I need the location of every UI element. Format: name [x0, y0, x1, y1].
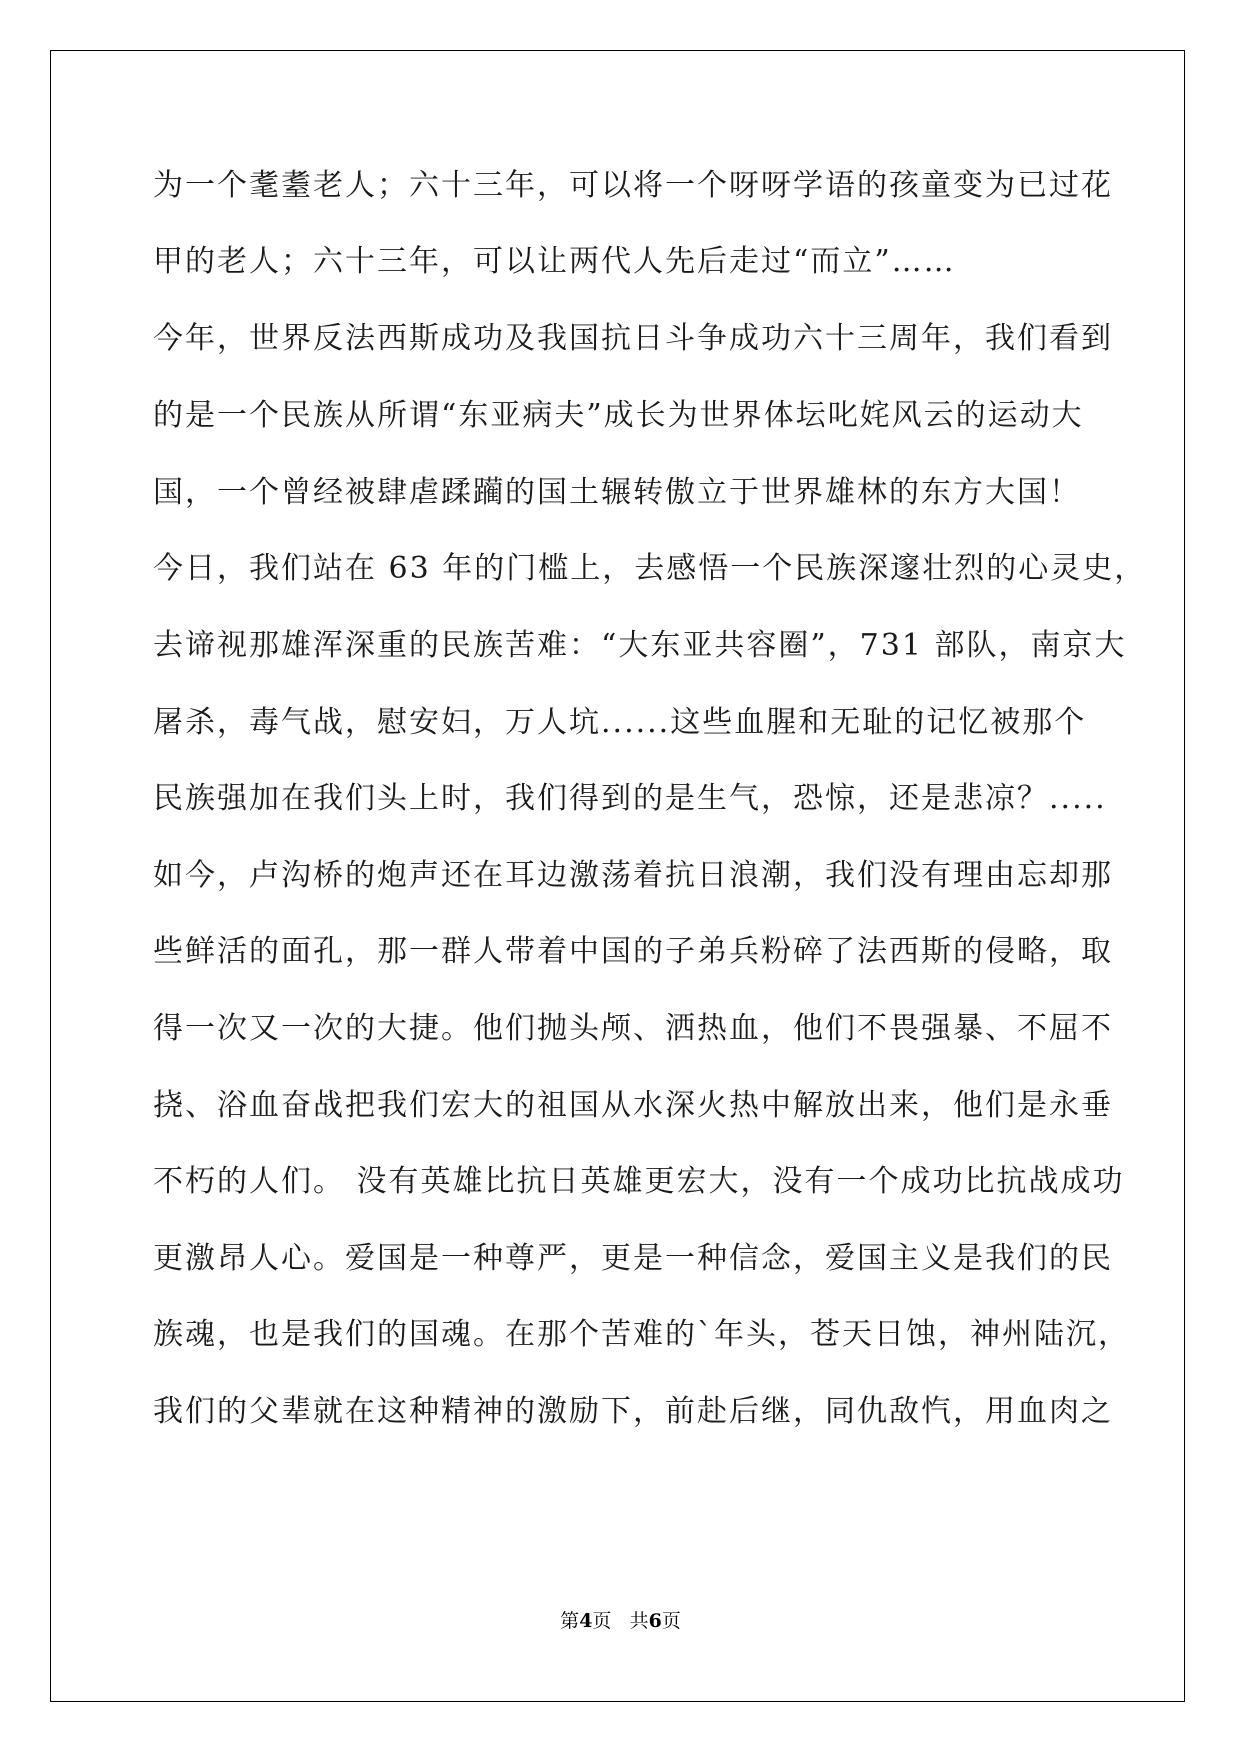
body-line: 些鲜活的面孔，那一群人带着中国的子弟兵粉碎了法西斯的侵略，取	[153, 934, 1113, 969]
body-line: 我们的父辈就在这种精神的激励下，前赴后继，同仇敌忾，用血肉之	[153, 1394, 1113, 1429]
body-line: 屠杀，毒气战，慰安妇，万人坑......这些血腥和无耻的记忆被那个	[153, 705, 1087, 740]
body-line: 挠、浴血奋战把我们宏大的祖国从水深火热中解放出来，他们是永垂	[153, 1088, 1113, 1123]
page-footer	[0, 1606, 1241, 1633]
body-line: 的是一个民族从所谓“东亚病夫”成长为世界体坛叱姹风云的运动大	[153, 398, 1084, 433]
body-line: 今年，世界反法西斯成功及我国抗日斗争成功六十三周年，我们看到	[153, 321, 1113, 356]
total-pages-number: 6	[648, 1610, 662, 1632]
body-line: 更激昂人心。爱国是一种尊严，更是一种信念，爱国主义是我们的民	[153, 1241, 1113, 1276]
footer-total-suffix: 页	[661, 1610, 681, 1632]
body-line: 不朽的人们。 没有英雄比抗日英雄更宏大，没有一个成功比抗战成功	[153, 1164, 1125, 1199]
body-line: 民族强加在我们头上时，我们得到的是生气，恐惊，还是悲凉？.....	[153, 781, 1107, 816]
body-line: 国，一个曾经被肆虐蹂躏的国土辗转傲立于世界雄林的东方大国！	[153, 475, 1081, 510]
body-line: 今日，我们站在 63 年的门槛上，去感悟一个民族深邃壮烈的心灵史，	[153, 551, 1147, 586]
body-line: 如今，卢沟桥的炮声还在耳边激荡着抗日浪潮，我们没有理由忘却那	[153, 858, 1113, 893]
body-line: 族魂，也是我们的国魂。在那个苦难的`年头，苍天日蚀，神州陆沉，	[153, 1317, 1130, 1352]
body-line: 为一个耄耋老人；六十三年，可以将一个呀呀学语的孩童变为已过花	[153, 168, 1113, 203]
current-page-number: 4	[579, 1610, 593, 1632]
body-line: 得一次又一次的大捷。他们抛头颅、洒热血，他们不畏强暴、不屈不	[153, 1011, 1113, 1046]
body-line: 甲的老人；六十三年，可以让两代人先后走过“而立”……	[153, 244, 956, 279]
footer-page-suffix: 页	[592, 1610, 612, 1632]
footer-total-prefix: 共	[629, 1610, 649, 1632]
body-line: 去谛视那雄浑深重的民族苦难：“大东亚共容圈”，731 部队，南京大	[153, 628, 1127, 663]
footer-page-prefix: 第	[560, 1610, 580, 1632]
